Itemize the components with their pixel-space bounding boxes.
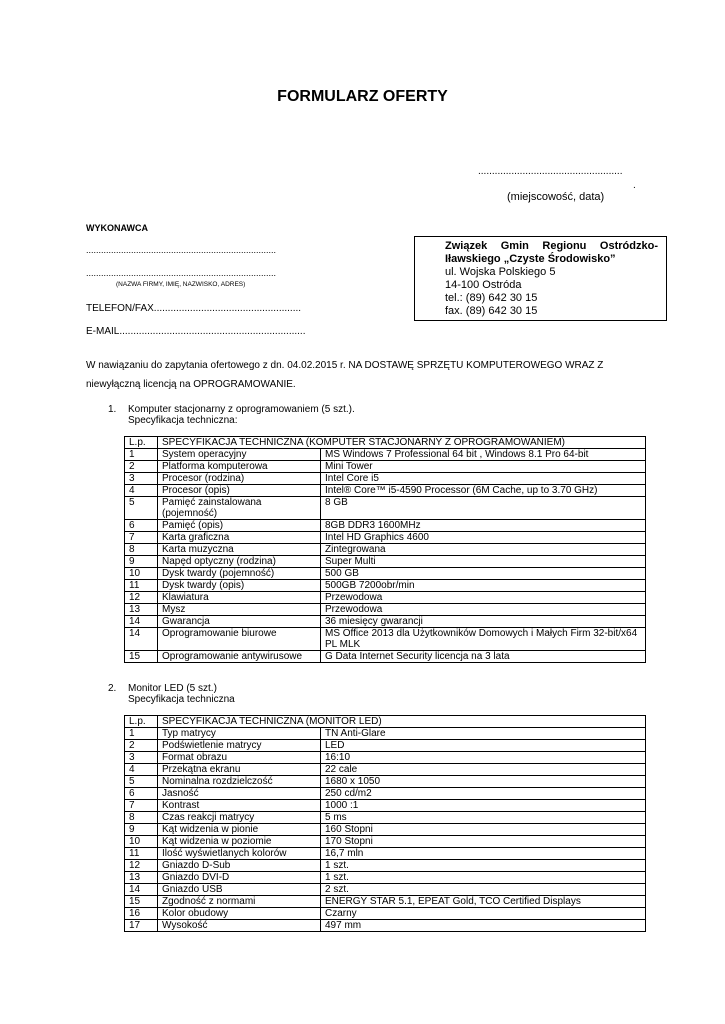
computer-spec-table [124,436,646,663]
table-row [125,485,646,497]
row-number: 13 [125,872,158,884]
row-number: 6 [125,520,158,532]
row-value: 500 GB [321,568,646,580]
row-value: Mini Tower [321,461,646,473]
row-value: 250 cd/m2 [321,788,646,800]
table-row [125,896,646,908]
row-value: Przewodowa [321,604,646,616]
row-parameter: Przekątna ekranu [158,764,321,776]
row-value: 1000 :1 [321,800,646,812]
contractor-heading: WYKONAWCA [86,223,148,233]
table-row [125,532,646,544]
row-parameter: Pamięć (opis) [158,520,321,532]
row-number: 17 [125,920,158,932]
row-parameter: Klawiatura [158,592,321,604]
row-parameter: Dysk twardy (opis) [158,580,321,592]
row-parameter: Nominalna rozdzielczość [158,776,321,788]
row-parameter: Jasność [158,788,321,800]
row-value: 36 miesięcy gwarancji [321,616,646,628]
row-number: 5 [125,497,158,520]
page-title: FORMULARZ OFERTY [277,88,448,105]
section-2-heading [108,683,508,707]
row-number: 11 [125,848,158,860]
table-row [125,908,646,920]
table-row [125,449,646,461]
row-parameter: Platforma komputerowa [158,461,321,473]
row-value: Zintegrowana [321,544,646,556]
row-number: 9 [125,556,158,568]
row-value: Przewodowa [321,592,646,604]
header-spec: SPECYFIKACJA TECHNICZNA (MONITOR LED) [158,716,646,728]
table-row [125,884,646,896]
row-number: 13 [125,604,158,616]
table-header-row [125,716,646,728]
header-spec: SPECYFIKACJA TECHNICZNA (KOMPUTER STACJONARNY Z OPROGRAMOWANIEM) [158,437,646,449]
row-value: 5 ms [321,812,646,824]
row-number: 5 [125,776,158,788]
row-value: MS Windows 7 Professional 64 bit , Windows 8.1 Pro 64-bit [321,449,646,461]
contractor-phone-line: TELEFON/FAX..................................................... [86,303,302,314]
row-parameter: Oprogramowanie biurowe [158,628,321,651]
table-row [125,848,646,860]
row-parameter: Kąt widzenia w pionie [158,824,321,836]
header-lp: L.p. [125,716,158,728]
table-row [125,556,646,568]
recipient-fax: fax. (89) 642 30 15 [445,305,538,317]
section-1-title: Komputer stacjonarny z oprogramowaniem (5 szt.). [128,404,355,415]
row-parameter: Format obrazu [158,752,321,764]
row-number: 9 [125,824,158,836]
section-1-subtitle: Specyfikacja techniczna: [128,415,238,426]
contractor-line-1: ............................................................................ [86,245,277,255]
row-number: 10 [125,836,158,848]
row-parameter: Kolor obudowy [158,908,321,920]
row-value: Intel HD Graphics 4600 [321,532,646,544]
row-parameter: Zgodność z normami [158,896,321,908]
table-row [125,812,646,824]
contractor-email-line: E-MAIL................................................................... [86,326,306,337]
row-value: Czarny [321,908,646,920]
table-row [125,651,646,663]
intro-paragraph: W nawiązaniu do zapytania ofertowego z dn. 04.02.2015 r. NA DOSTAWĘ SPRZĘTU KOMPUTEROWEGO WRAZ Z niewyłączną licencją na OPROGRAMOWANIE. [86,360,604,390]
table-row [125,752,646,764]
row-value: Super Multi [321,556,646,568]
contractor-name-hint: (NAZWA FIRMY, IMIĘ, NAZWISKO, ADRES) [116,281,246,288]
row-parameter: Procesor (rodzina) [158,473,321,485]
table-row [125,836,646,848]
table-row [125,461,646,473]
header-lp: L.p. [125,437,158,449]
row-number: 15 [125,896,158,908]
place-date-line-end: . [633,180,636,191]
table-row [125,580,646,592]
row-value: Intel® Core™ i5-4590 Processor (6M Cache, up to 3.70 GHz) [321,485,646,497]
row-number: 4 [125,764,158,776]
row-number: 14 [125,616,158,628]
row-parameter: Wysokość [158,920,321,932]
table-row [125,800,646,812]
row-number: 4 [125,485,158,497]
row-value: 160 Stopni [321,824,646,836]
row-number: 7 [125,800,158,812]
row-value: LED [321,740,646,752]
table-row [125,728,646,740]
row-parameter: Gniazdo USB [158,884,321,896]
row-value: 16,7 mln [321,848,646,860]
table-row [125,824,646,836]
table-row [125,604,646,616]
row-parameter: Ilość wyświetlanych kolorów [158,848,321,860]
table-header-row [125,437,646,449]
table-row [125,520,646,532]
table-row [125,872,646,884]
row-value: Intel Core i5 [321,473,646,485]
row-parameter: Karta muzyczna [158,544,321,556]
row-value: G Data Internet Security licencja na 3 lata [321,651,646,663]
table-row [125,860,646,872]
row-number: 2 [125,740,158,752]
place-date-line: .................................................... [478,166,623,177]
row-value: 8 GB [321,497,646,520]
table-row [125,920,646,932]
row-value: 1 szt. [321,860,646,872]
table-row [125,544,646,556]
row-number: 3 [125,473,158,485]
row-parameter: Kontrast [158,800,321,812]
row-parameter: Czas reakcji matrycy [158,812,321,824]
row-value: 22 cale [321,764,646,776]
row-number: 11 [125,580,158,592]
row-parameter: Podświetlenie matrycy [158,740,321,752]
row-value: 16:10 [321,752,646,764]
table-row [125,776,646,788]
row-value: 2 szt. [321,884,646,896]
section-2-number: 2. [108,683,117,694]
row-number: 2 [125,461,158,473]
contractor-line-2: ............................................................................ [86,268,277,278]
row-value: ENERGY STAR 5.1, EPEAT Gold, TCO Certified Displays [321,896,646,908]
place-date-label: (miejscowość, data) [507,191,605,203]
row-value: 500GB 7200obr/min [321,580,646,592]
table-row [125,764,646,776]
table-row [125,568,646,580]
row-parameter: Kąt widzenia w poziomie [158,836,321,848]
section-2-subtitle: Specyfikacja techniczna [128,694,235,705]
row-parameter: Procesor (opis) [158,485,321,497]
section-1-heading [108,404,508,428]
row-value: TN Anti-Glare [321,728,646,740]
table-row [125,616,646,628]
row-number: 10 [125,568,158,580]
row-parameter: Dysk twardy (pojemność) [158,568,321,580]
table-row [125,740,646,752]
row-number: 8 [125,812,158,824]
row-number: 16 [125,908,158,920]
row-parameter: Oprogramowanie antywirusowe [158,651,321,663]
row-number: 3 [125,752,158,764]
row-parameter: Karta graficzna [158,532,321,544]
section-1-number: 1. [108,404,117,415]
section-2-title: Monitor LED (5 szt.) [128,683,217,694]
row-number: 7 [125,532,158,544]
row-number: 15 [125,651,158,663]
table-row [125,592,646,604]
recipient-tel: tel.: (89) 642 30 15 [445,292,538,304]
row-parameter: Mysz [158,604,321,616]
row-number: 14 [125,628,158,651]
row-parameter: Napęd optyczny (rodzina) [158,556,321,568]
table-row [125,788,646,800]
row-value: 1680 x 1050 [321,776,646,788]
row-parameter: Gwarancja [158,616,321,628]
row-number: 12 [125,592,158,604]
row-parameter: Typ matrycy [158,728,321,740]
table-row [125,497,646,520]
row-value: MS Office 2013 dla Użytkowników Domowych i Małych Firm 32-bit/x64 PL MLK [321,628,646,651]
row-parameter: Gniazdo DVI-D [158,872,321,884]
row-value: 8GB DDR3 1600MHz [321,520,646,532]
row-number: 1 [125,728,158,740]
row-number: 12 [125,860,158,872]
monitor-spec-table [124,715,646,932]
table-row [125,628,646,651]
recipient-box [414,236,667,321]
row-value: 1 szt. [321,872,646,884]
row-value: 497 mm [321,920,646,932]
recipient-street: ul. Wojska Polskiego 5 [445,266,556,278]
row-parameter: System operacyjny [158,449,321,461]
row-number: 8 [125,544,158,556]
row-number: 6 [125,788,158,800]
row-number: 1 [125,449,158,461]
row-number: 14 [125,884,158,896]
row-parameter: Pamięć zainstalowana (pojemność) [158,497,321,520]
row-parameter: Gniazdo D-Sub [158,860,321,872]
row-value: 170 Stopni [321,836,646,848]
table-row [125,473,646,485]
recipient-name: Związek Gmin Regionu Ostródzko-Iławskiego „Czyste Środowisko” [445,240,658,265]
recipient-city: 14-100 Ostróda [445,279,522,291]
